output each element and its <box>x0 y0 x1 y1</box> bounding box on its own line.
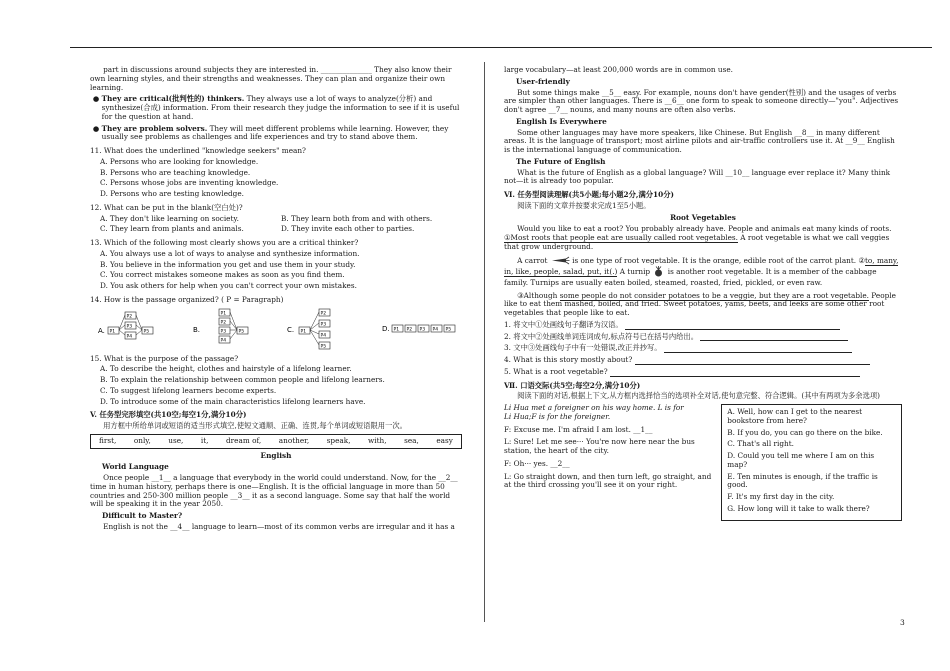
dialogue-option: A. Well, how can I get to the nearest bookstore from here? <box>727 407 863 425</box>
word: easy <box>436 435 453 445</box>
word: only, <box>133 435 151 445</box>
option: A. They don't like learning on society. <box>100 213 239 223</box>
option: C. Persons whose jobs are inventing knowledge. <box>100 178 279 188</box>
section-6-instructions: 阅读下面的文章并按要求完成1至5小题。 <box>517 200 651 210</box>
option: B. They learn both from and with others. <box>281 213 433 223</box>
paragraph: English is not the __4__ language to learn—most of its common verbs are irregular and it has a <box>103 521 455 531</box>
word: dream of, <box>226 435 262 445</box>
svg-text:C.: C. <box>287 325 295 334</box>
subheading: User-friendly <box>516 76 570 86</box>
svg-text:P2: P2 <box>320 311 327 316</box>
paragraph <box>504 292 902 318</box>
word: speak, <box>326 435 351 445</box>
dialogue-line: F: Excuse me. I'm afraid I am lost. __1__ <box>504 424 653 434</box>
word-box <box>90 434 462 449</box>
carrot-icon <box>550 256 570 265</box>
dialogue-line: L: Go straight down, and then turn left, go straight, and at the third crossing you'll see it on your right. <box>504 471 712 490</box>
question-13: 13. Which of the following most clearly shows you are a critical thinker? <box>90 238 359 247</box>
diagram-d <box>382 319 462 339</box>
dialogue-line: L: Sure! Let me see··· You're now here near the bus station, the heart of the city. <box>504 437 695 456</box>
section-6-title: Ⅵ. 任务型阅读理解(共5小题;每小题2分,满分10分) <box>504 190 674 199</box>
question-11: 11. What does the underlined "knowledge seekers" mean? <box>90 146 306 155</box>
option-row <box>100 215 462 224</box>
bullet-text: They always use a lot of ways to analyze(分析) and synthesize(合成) information. From their research they judge the information to see if it is useful for the question at hand. <box>101 94 460 121</box>
paragraph: What is the future of English as a global language? Will __10__ language ever replace it? Many think not—it is already too popular. <box>504 167 891 186</box>
paragraph <box>504 225 902 251</box>
answer-line[interactable] <box>625 329 840 330</box>
right-column <box>504 66 902 521</box>
word: sea, <box>404 435 419 445</box>
svg-text:P3: P3 <box>419 327 426 332</box>
svg-text:P3: P3 <box>126 324 133 329</box>
option: C. They learn from plants and animals. <box>100 224 244 234</box>
reading-question <box>504 368 902 377</box>
svg-text:B.: B. <box>192 325 200 334</box>
passage-continuation: part in discussions around subjects they are interested in. ______________ They also know their own learning styles, and their strengths and weaknesses. They can plan and organize their own learning. <box>90 65 452 92</box>
subheading: Difficult to Master? <box>102 511 183 520</box>
svg-text:P3: P3 <box>320 322 327 327</box>
svg-text:P3: P3 <box>220 329 226 334</box>
bullet-head: They are critical(批判性的) thinkers. <box>101 94 245 104</box>
bullet-text: They will meet different problems while learning. However, they usually see problems as challenges and life experiences and try to stand above them. <box>101 123 449 142</box>
question-text: 3. 文中③处画线句子中有一处错误,改正并抄写。 <box>504 343 662 353</box>
text: is another root vegetable. It is a member of the cabbage family. Turnips are usually eaten boiled, steamed, roasted, fried, pickled, or even raw. <box>504 266 877 288</box>
svg-text:P2: P2 <box>406 327 413 332</box>
dialogue-option: C. That's all right. <box>727 439 794 449</box>
svg-text:A.: A. <box>98 326 105 335</box>
left-column <box>90 66 462 535</box>
option-row <box>100 225 462 234</box>
options-box <box>721 404 902 521</box>
reading-question <box>504 333 902 342</box>
dialogue-option: B. If you do, you can go there on the bike. <box>727 427 883 437</box>
answer-line[interactable] <box>610 376 860 377</box>
reading-question <box>504 356 902 365</box>
option: A. You always use a lot of ways to analyse and synthesize information. <box>100 248 360 258</box>
dialogue-option: F. It's my first day in the city. <box>727 492 835 502</box>
option: C. You correct mistakes someone makes as soon as you find them. <box>100 270 345 280</box>
dialogue-option: D. Could you tell me where I am on this map? <box>727 451 875 469</box>
dialogue-area <box>504 404 902 521</box>
word: first, <box>99 435 117 445</box>
underlined-sentence-1: ①Most roots that people eat are usually called root vegetables. <box>504 233 738 242</box>
reading-question <box>504 344 902 353</box>
underlined-words-2: to, many, in, like, people, salad, put, it(.) <box>504 255 899 276</box>
svg-text:P2: P2 <box>220 320 226 325</box>
option: B. To explain the relationship between common people and lifelong learners. <box>100 375 385 384</box>
bullet-critical-thinkers: ● They are critical(批判性的) thinkers. They always use a lot of ways to analyze(分析) and synthesize(合成) information. From their research they judge the information to see if it is useful for the question at hand. <box>92 94 460 121</box>
option: B. You believe in the information you get and use them in your study. <box>100 259 356 269</box>
dialogue <box>504 404 717 521</box>
question-14: 14. How is the passage organized? ( P = Paragraph) <box>90 294 284 304</box>
word: with, <box>368 435 387 445</box>
dialogue-option: E. Ten minutes is enough, if the traffic is good. <box>727 471 878 490</box>
answer-line[interactable] <box>664 352 852 353</box>
top-rule <box>70 47 932 48</box>
section-7-instructions: 阅读下面的对话,根据上下文,从方框内选择恰当的选项补全对话,使句意完整、符合逻辑。(其中有两项为多余选项) <box>517 391 881 401</box>
section-5-instructions: 用方框中所给单词或短语的适当形式填空,使短文通顺、正确、连贯,每个单词或短语限用一次。 <box>103 421 407 430</box>
paragraph: Once people __1__ a language that everybody in the world could understand. Now, for the __2__ time in human history, perhaps there is one—English. It is the official language in more than 50 countries and 250-300 million people __3__ it as a second language. Some say that half the world will be speaking it in the year 2050. <box>90 473 458 509</box>
question-text: 4. What is this story mostly about? <box>504 355 633 365</box>
question-text: 2. 将文中②处画线单词连词成句,标点符号已在括号内给出。 <box>504 331 699 341</box>
answer-line[interactable] <box>700 340 848 341</box>
reading-question <box>504 321 902 330</box>
svg-text:P1: P1 <box>393 327 400 332</box>
question-text: 1. 将文中①处画线句子翻译为汉语。 <box>504 319 623 329</box>
text: ③Although <box>517 290 560 300</box>
answer-line[interactable] <box>635 364 870 365</box>
column-divider <box>484 62 485 622</box>
question-15: 15. What is the purpose of the passage? <box>90 353 239 363</box>
text: A root vegetable is what we call veggies that grow underground. <box>504 233 890 251</box>
text: A turnip <box>617 266 651 276</box>
option: D. Persons who are testing knowledge. <box>100 189 244 198</box>
svg-text:P2: P2 <box>126 314 133 319</box>
svg-text:P4: P4 <box>126 334 133 339</box>
svg-text:P5: P5 <box>320 344 327 349</box>
structure-diagrams <box>98 308 462 350</box>
dialogue-option: G. How long will it take to walk there? <box>727 503 870 513</box>
option: A. Persons who are looking for knowledge. <box>100 156 259 166</box>
word: it, <box>200 435 209 445</box>
svg-text:P4: P4 <box>320 333 327 338</box>
svg-text:P1: P1 <box>109 329 116 334</box>
svg-text:P4: P4 <box>220 338 226 343</box>
article-title: English <box>260 450 292 460</box>
section-7-title: Ⅶ. 口语交际(共5空;每空2分,满分10分) <box>504 380 641 390</box>
text: People like to eat them mashed, boiled, and fried. Sweet potatoes, yams, beets, and leeks are some other root vegetables that people like to eat. <box>504 290 896 318</box>
diagram-c <box>287 308 347 350</box>
bullet-problem-solvers: ● They are problem solvers. They will meet different problems while learning. However, they usually see problems as challenges and life experiences and try to stand above them. <box>92 123 449 142</box>
turnip-icon <box>652 266 665 277</box>
subheading: The Future of English <box>516 156 606 166</box>
svg-text:P5: P5 <box>445 327 452 332</box>
subheading: English Is Everywhere <box>516 116 607 126</box>
option: D. They invite each other to parties. <box>281 224 415 234</box>
question-12: 12. What can be put in the blank(空白处)? <box>90 202 243 212</box>
word: use, <box>168 435 184 445</box>
paragraph: But some things make __5__ easy. For example, nouns don't have gender(性别) and the usages of verbs are simpler than other languages. There is __6__ one form to speak to someone directly—"you". Adjectives don't agree __7__ nouns, and many nouns are often also verbs. <box>504 87 899 114</box>
text: is one type of root vegetable. It is the orange, edible root of the carrot plant. ② <box>572 255 865 265</box>
paragraph: large vocabulary—at least 200,000 words are in common use. <box>504 65 733 74</box>
dialogue-intro: Li Hua;F is for the foreigner. <box>504 411 611 421</box>
dialogue-line: F: Oh··· yes. __2__ <box>504 458 570 468</box>
paragraph: Some other languages may have more speakers, like Chinese. But English __8__ in many different areas. It is the language of transport; most airline pilots and air-traffic controllers use it. At __9__ English is the international language of communication. <box>504 127 895 154</box>
diagram-a <box>98 309 158 349</box>
option: C. To suggest lifelong learners become experts. <box>100 385 277 395</box>
text: A carrot <box>517 255 548 265</box>
option: D. You ask others for help when you can't correct your own mistakes. <box>100 281 357 290</box>
page-number: 3 <box>900 618 905 627</box>
paragraph <box>504 255 902 289</box>
svg-text:P1: P1 <box>300 329 307 334</box>
dialogue-intro: Li Hua met a foreigner on his way home. L is for <box>504 403 684 413</box>
underlined-sentence-3: some people do not consider potatoes to be a veggie, but they are a root vegetable. <box>559 290 869 300</box>
text: Would you like to eat a root? You probably already have. People and animals eat many kinds of roots. <box>517 224 892 234</box>
option: B. Persons who are teaching knowledge. <box>100 167 251 177</box>
svg-text:P5: P5 <box>143 329 150 334</box>
option: D. To introduce some of the main characteristics lifelong learners have. <box>100 396 366 406</box>
reading-title: Root Vegetables <box>670 212 736 222</box>
svg-text:P4: P4 <box>432 327 439 332</box>
svg-text:D.: D. <box>381 324 390 333</box>
bullet-head: They are problem solvers. <box>101 123 208 133</box>
word: another, <box>278 435 310 445</box>
diagram-b <box>193 308 253 350</box>
svg-text:P5: P5 <box>238 329 244 334</box>
section-5-title: V. 任务型完形填空(共10空;每空1分,满分10分) <box>90 410 247 420</box>
svg-text:P1: P1 <box>220 311 226 316</box>
subheading: World Language <box>102 462 169 472</box>
option: A. To describe the height, clothes and hairstyle of a lifelong learner. <box>100 364 352 374</box>
question-text: 5. What is a root vegetable? <box>504 366 608 376</box>
